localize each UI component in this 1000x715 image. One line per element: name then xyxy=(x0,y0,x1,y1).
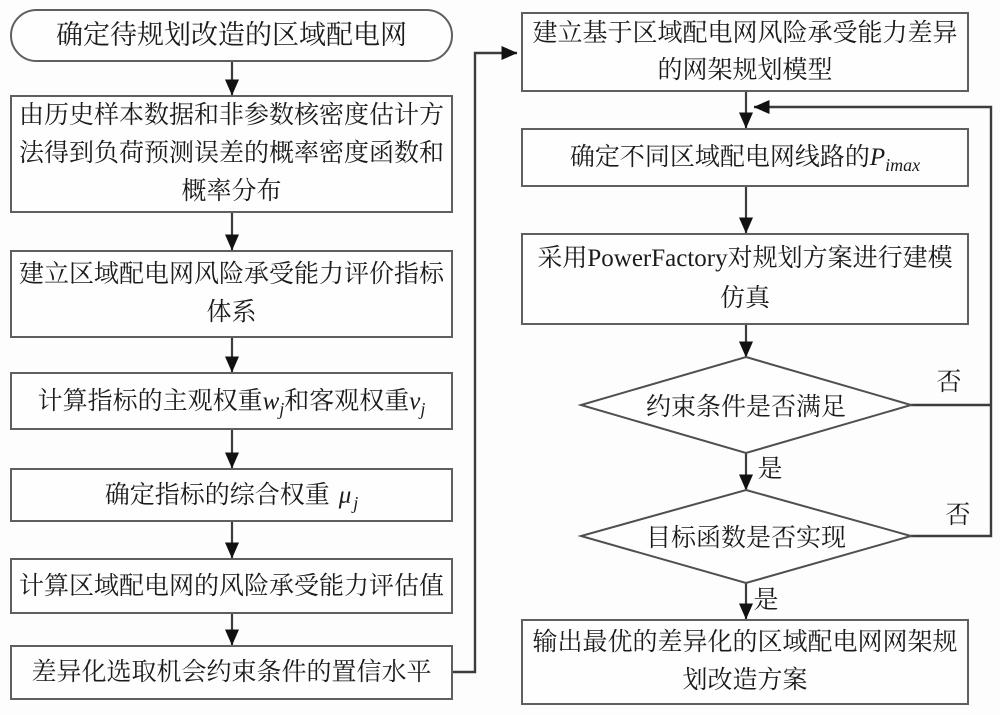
math-var-v: v xyxy=(409,387,421,415)
process-combined-weight-node xyxy=(10,468,453,522)
branch-label-no-objective: 否 xyxy=(945,502,971,529)
process-combined-weight-label xyxy=(105,477,359,514)
process-risk-assessment-label: 计算区域配电网的风险承受能力评估值 xyxy=(18,572,444,600)
node-line: 由历史样本数据和非参数核密度估计方 xyxy=(18,102,444,129)
branch-label-no-constraint: 否 xyxy=(936,369,962,396)
start-node xyxy=(10,9,453,62)
node-line: 法得到负荷预测误差的概率密度函数和 xyxy=(18,140,444,167)
process-output-node xyxy=(521,619,969,705)
node-line: 体系 xyxy=(206,299,257,326)
node-line: 建立基于区域配电网风险承受能力差异 xyxy=(532,20,958,47)
label-text: 确定不同区域配电网线路的 xyxy=(569,144,870,171)
branch-label-yes-objective: 是 xyxy=(753,587,779,614)
process-weights-label xyxy=(38,383,426,420)
math-sub-imax: imax xyxy=(885,155,921,175)
process-risk-assessment-node xyxy=(10,558,453,614)
math-var-mu: μ xyxy=(338,481,352,509)
math-var-p: P xyxy=(869,144,886,171)
process-planning-model-node xyxy=(521,12,969,92)
branch-label-yes-constraint: 是 xyxy=(757,456,783,483)
process-simulation-label xyxy=(523,239,967,319)
decision-objective-label: 目标函数是否实现 xyxy=(645,525,847,552)
process-kde-node xyxy=(10,95,453,213)
process-output-label xyxy=(523,624,967,700)
math-sub-j: j xyxy=(420,398,426,419)
node-line: 输出最优的差异化的区域配电网网架规 xyxy=(532,629,958,656)
process-pimax-label xyxy=(570,139,920,176)
math-sub-j: j xyxy=(279,398,285,419)
node-line: 仿真 xyxy=(719,285,770,312)
process-confidence-node xyxy=(10,645,453,700)
label-text: 确定指标的综合权重 xyxy=(104,481,330,509)
process-kde-label xyxy=(12,97,451,211)
process-pimax-node xyxy=(521,128,969,187)
decision-constraint-label: 约束条件是否满足 xyxy=(645,394,847,421)
math-sub-j: j xyxy=(353,492,359,513)
process-planning-model-label xyxy=(523,15,967,89)
process-confidence-label: 差异化选取机会约束条件的置信水平 xyxy=(31,659,432,686)
label-text: 和客观权重 xyxy=(284,387,410,415)
process-weights-node xyxy=(10,372,453,430)
node-line: 建立区域配电网风险承受能力评价指标 xyxy=(18,261,444,288)
connector-confidence-to-model xyxy=(453,53,517,672)
node-line: 概率分布 xyxy=(181,178,282,205)
node-line: 划改造方案 xyxy=(682,667,808,694)
node-line: 采用PowerFactory对规划方案进行建模 xyxy=(537,245,953,272)
node-line: 的网架规划模型 xyxy=(657,57,833,84)
math-var-w: w xyxy=(262,387,280,415)
process-simulation-node xyxy=(521,233,969,325)
process-index-system-label xyxy=(12,256,451,332)
start-node-label: 确定待规划改造的区域配电网 xyxy=(56,20,407,50)
process-index-system-node xyxy=(10,250,453,338)
label-text: 计算指标的主观权重 xyxy=(37,387,263,415)
